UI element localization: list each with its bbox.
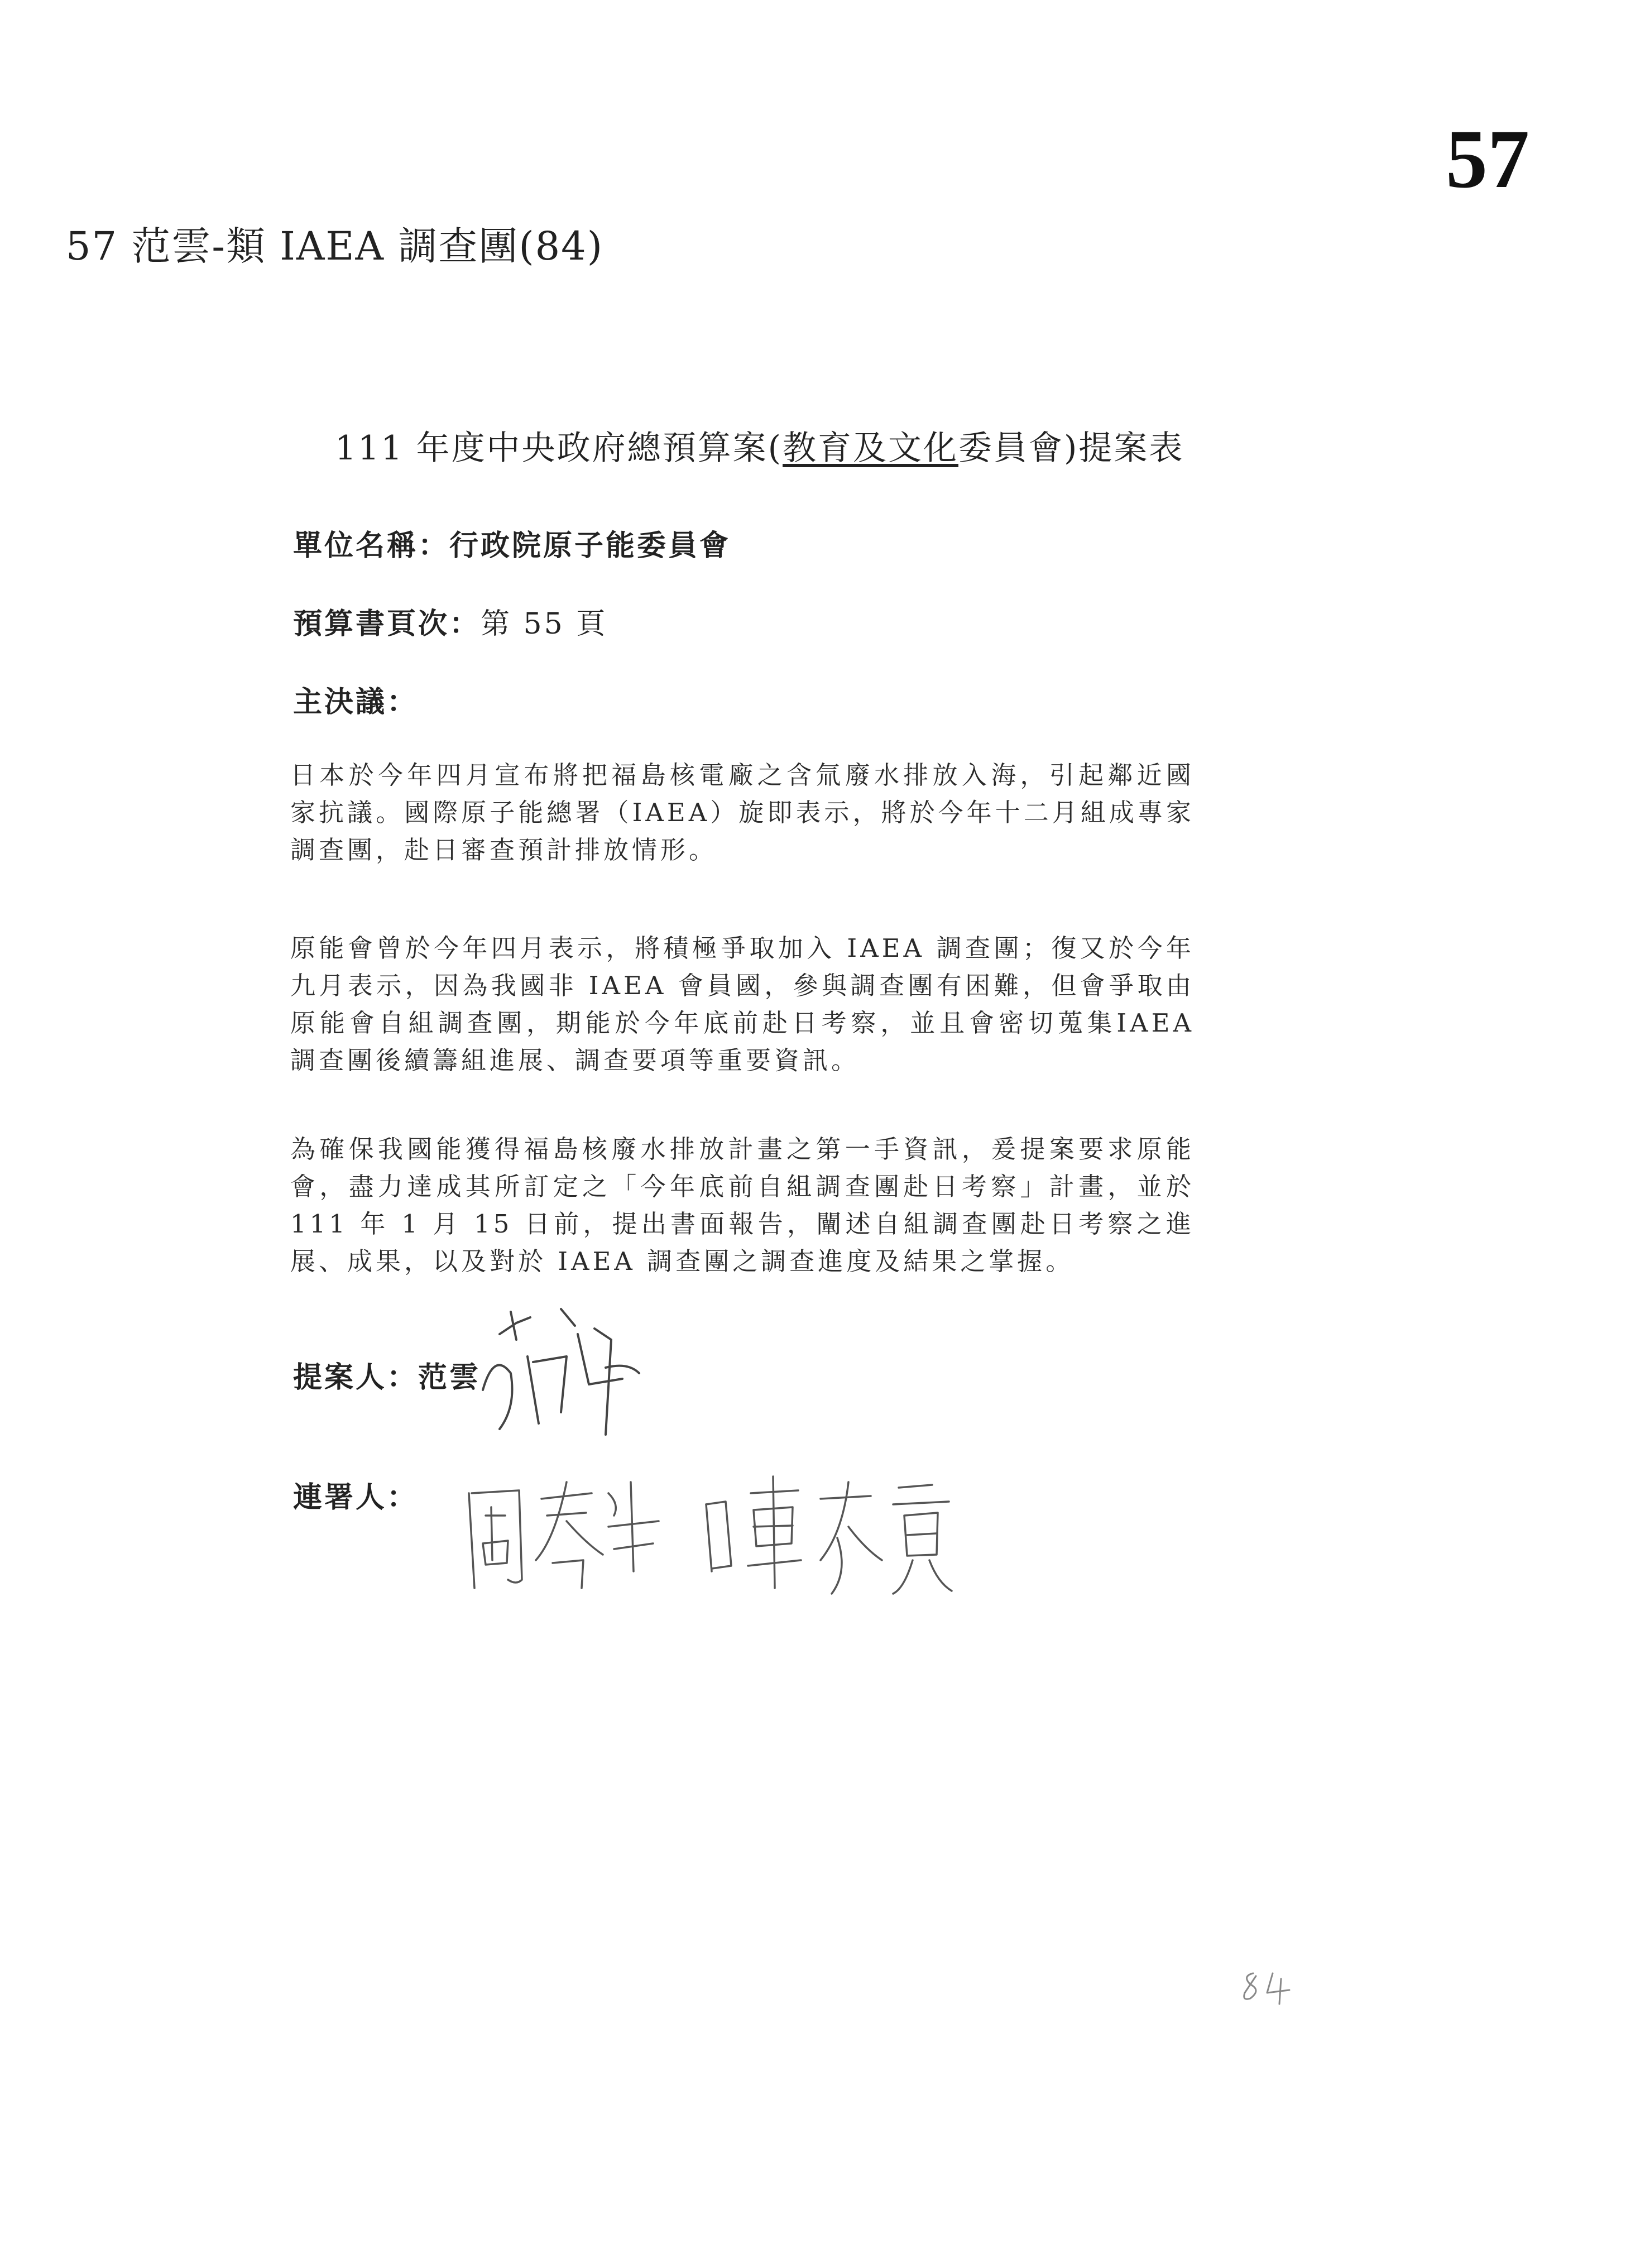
form-title-prefix: 111 年度中央政府總預算案(	[335, 429, 783, 468]
budget-page-field	[293, 600, 607, 642]
resolution-paragraph: 原能會曾於今年四月表示，將積極爭取加入 IAEA 調查團；復又於今年九月表示，因為我國非 IAEA 會員國，參與調查團有困難，但會爭取由原能會自組調查團，期能於今年底前赴日考察，並且會密切蒐集IAEA 調查團後續籌組進展、調查要項等重要資訊。	[290, 933, 1195, 1075]
cosigner-label: 連署人：	[293, 1481, 419, 1514]
proposer-label: 提案人：	[293, 1361, 419, 1394]
proposer-name: 范雲	[418, 1361, 481, 1394]
unit-name-label: 單位名稱：	[293, 529, 450, 563]
proposer-field	[293, 1354, 481, 1396]
resolution-paragraph: 為確保我國能獲得福島核廢水排放計畫之第一手資訊，爰提案要求原能會，盡力達成其所訂定之「今年底前自組調查團赴日考察」計畫，並於 111 年 1 月 15 日前，提出書面報告，闡述自組調查團赴日考察之進展、成果，以及對於 IAEA 調查團之調查進度及結果之掌握。	[290, 1134, 1195, 1276]
main-resolution-heading: 主決議：	[293, 685, 419, 719]
form-title	[335, 421, 1184, 469]
form-title-committee: 教育及文化	[783, 429, 959, 468]
case-label: 57 范雲-類 IAEA 調查團(84)	[66, 223, 604, 269]
cosigner-signatures	[458, 1460, 960, 1605]
budget-page-label: 預算書頁次：	[293, 607, 481, 641]
unit-name-value: 行政院原子能委員會	[449, 529, 731, 563]
cosigner-field	[293, 1474, 418, 1516]
budget-page-value: 第 55 頁	[481, 607, 608, 641]
handwritten-page-mark	[1239, 1965, 1301, 2010]
proposer-signature	[477, 1301, 656, 1446]
unit-name-field	[293, 522, 731, 564]
resolution-paragraph: 日本於今年四月宣布將把福島核電廠之含氚廢水排放入海，引起鄰近國家抗議。國際原子能總署（IAEA）旋即表示，將於今年十二月組成專家調查團，赴日審查預計排放情形。	[290, 760, 1195, 865]
form-title-suffix: 委員會)提案表	[958, 429, 1184, 468]
page-number: 57	[1446, 113, 1529, 205]
